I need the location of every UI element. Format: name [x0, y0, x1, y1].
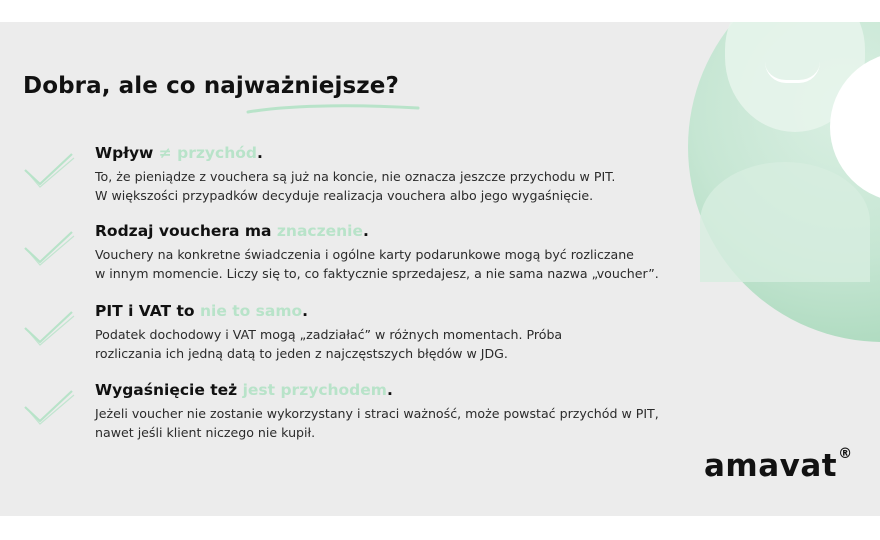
- item-desc-line: Podatek dochodowy i VAT mogą „zadziałać” w różnych momentach. Próba: [95, 327, 563, 342]
- item-title: Rodzaj vouchera ma znaczenie.: [95, 222, 369, 240]
- check-icon: [22, 150, 76, 190]
- brand-logo: amavat®: [704, 446, 853, 484]
- check-icon: [22, 228, 76, 268]
- item-desc-line: w innym momencie. Liczy się to, co faktycznie sprzedajesz, a nie sama nazwa „voucher”.: [95, 266, 659, 281]
- title-underline-stroke: [246, 100, 421, 116]
- item-title: Wygaśnięcie też jest przychodem.: [95, 381, 393, 399]
- item-desc-line: To, że pieniądze z vouchera są już na koncie, nie oznacza jeszcze przychodu w PIT.: [95, 169, 616, 184]
- item-title: PIT i VAT to nie to samo.: [95, 302, 309, 320]
- check-icon: [22, 387, 76, 427]
- item-title: Wpływ ≠ przychód.: [95, 144, 263, 162]
- item-desc-line: rozliczania ich jedną datą to jeden z najczęstszych błędów w JDG.: [95, 346, 508, 361]
- item-desc-line: Jeżeli voucher nie zostanie wykorzystany i straci ważność, może powstać przychód w PIT,: [95, 406, 659, 421]
- portrait-shirt: [700, 162, 870, 282]
- item-desc-line: nawet jeśli klient niczego nie kupił.: [95, 425, 316, 440]
- item-desc-line: W większości przypadków decyduje realizacja vouchera albo jego wygaśnięcie.: [95, 188, 594, 203]
- page-title: Dobra, ale co najważniejsze?: [23, 73, 399, 99]
- check-icon: [22, 308, 76, 348]
- item-desc-line: Vouchery na konkretne świadczenia i ogólne karty podarunkowe mogą być rozliczane: [95, 247, 634, 262]
